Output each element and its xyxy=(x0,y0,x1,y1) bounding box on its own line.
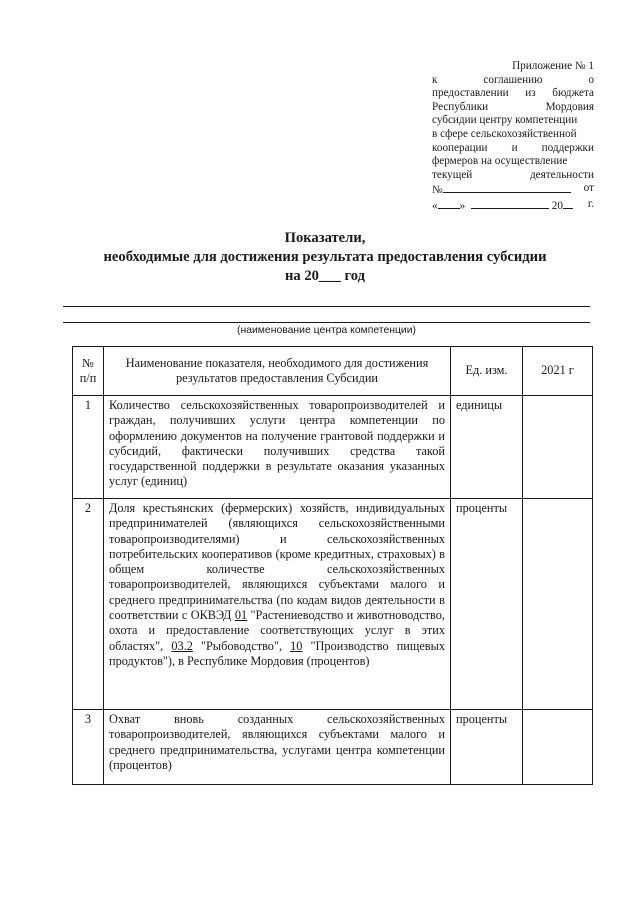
appendix-number-line xyxy=(432,182,594,198)
appendix-block xyxy=(432,60,594,214)
appendix-text: из xyxy=(525,87,536,100)
appendix-text: Мордовия xyxy=(545,100,594,113)
table-row xyxy=(73,396,593,499)
indicators-table xyxy=(72,346,593,785)
appendix-line-1 xyxy=(432,74,594,88)
agreement-date-field xyxy=(432,198,573,214)
appendix-line-4 xyxy=(432,114,594,128)
appendix-line-6 xyxy=(432,142,594,156)
appendix-text: в сфере сельскохозяйственной xyxy=(432,127,577,140)
appendix-text: предоставлении xyxy=(432,87,509,100)
header-num: № п/п xyxy=(73,347,104,396)
okved-code: 03.2 xyxy=(171,638,193,653)
indicator-unit: проценты xyxy=(451,499,523,710)
table-header-row xyxy=(73,347,593,396)
appendix-text: и xyxy=(511,141,518,154)
title-line-2: необходимые для достижения результата предоставления субсидии xyxy=(103,249,547,265)
okved-code: 10 xyxy=(290,638,303,653)
appendix-text: Республики xyxy=(432,100,489,113)
appendix-text: поддержки xyxy=(541,141,594,154)
indicator-value xyxy=(523,710,593,785)
quote-close: » xyxy=(459,199,466,212)
month-blank xyxy=(471,198,549,209)
header-year: 2021 г xyxy=(523,347,593,396)
number-sign: № xyxy=(432,184,443,197)
indicator-unit: проценты xyxy=(451,710,523,785)
header-unit: Ед. изм. xyxy=(451,347,523,396)
appendix-text: от xyxy=(583,182,594,195)
indicator-description: Количество сельскохозяйственных товаропроизводителей и граждан, получивших услуги центра компетенции по оформлению документов на получение грантовой поддержки и субсидий, фактически получивших средства такой государственной поддержки в результате оказания указанных услуг (единиц) xyxy=(104,396,451,499)
year-blank xyxy=(563,198,573,209)
quote-open: « xyxy=(432,199,438,212)
appendix-text: к xyxy=(432,73,438,86)
agreement-number-field xyxy=(432,182,571,198)
description-text: "Производство пищевых продуктов"), в Республике Мордовия (процентов) xyxy=(109,638,446,668)
row-number: 3 xyxy=(73,710,104,785)
blank-line-1 xyxy=(63,306,590,307)
appendix-text: фермеров на осуществление xyxy=(432,155,568,168)
title-line-1: Показатели, xyxy=(284,230,366,246)
okved-code: 01 xyxy=(234,608,248,623)
year-prefix: 20 xyxy=(551,199,563,212)
description-text: "Рыбоводство", xyxy=(200,638,283,653)
indicator-description: Охват вновь созданных сельскохозяйственных товаропроизводителей, являющихся субъектами малого и среднего предпринимательства, услугами центра компетенции (процентов) xyxy=(104,710,451,785)
indicator-value xyxy=(523,499,593,710)
indicator-unit: единицы xyxy=(451,396,523,499)
appendix-line-3 xyxy=(432,101,594,115)
appendix-text: о xyxy=(588,73,594,86)
indicator-value xyxy=(523,396,593,499)
appendix-title: Приложение № 1 xyxy=(512,60,594,72)
appendix-text: текущей xyxy=(432,168,473,181)
header-indicator-name: Наименование показателя, необходимого для достижения результатов предоставления Субсидии xyxy=(104,347,451,396)
blank-line-2 xyxy=(63,322,590,323)
description-text: "Растениеводство и животноводство, охота и предоставление соответствующих услуг в этих областях", xyxy=(109,608,446,653)
description-text: Доля крестьянских (фермерских) хозяйств, индивидуальных предпринимателей (являющихся сельскохозяйственными товаропроизводителями) и сельскохозяйственных потребительских кооперативов (кроме кредитных, страховых) в общем количестве сельскохозяйственных товаропроизводителей, являющихся субъектами малого и среднего предпринимательства (по кодам видов деятельности в соответствии с ОКВЭД xyxy=(109,501,445,623)
appendix-date-line xyxy=(432,198,594,214)
table-row xyxy=(73,710,593,785)
appendix-line-2 xyxy=(432,87,594,101)
appendix-line-8 xyxy=(432,169,594,183)
center-name-caption: (наименование центра компетенции) xyxy=(237,325,416,336)
appendix-text: бюджета xyxy=(552,87,594,100)
row-number: 2 xyxy=(73,499,104,710)
document-title xyxy=(60,229,590,286)
appendix-text: деятельности xyxy=(529,168,594,181)
appendix-text: кооперации xyxy=(432,141,488,154)
indicator-description xyxy=(104,499,451,710)
row-number: 1 xyxy=(73,396,104,499)
day-blank xyxy=(438,198,460,209)
year-suffix: г. xyxy=(587,197,594,210)
appendix-text: соглашению xyxy=(483,73,543,86)
title-line-3: на 20___ год xyxy=(284,268,365,284)
table-row xyxy=(73,499,593,710)
appendix-line-7 xyxy=(432,155,594,169)
appendix-text: субсидии центру компетенции xyxy=(432,114,578,127)
number-blank xyxy=(443,182,571,193)
appendix-line-5 xyxy=(432,128,594,142)
